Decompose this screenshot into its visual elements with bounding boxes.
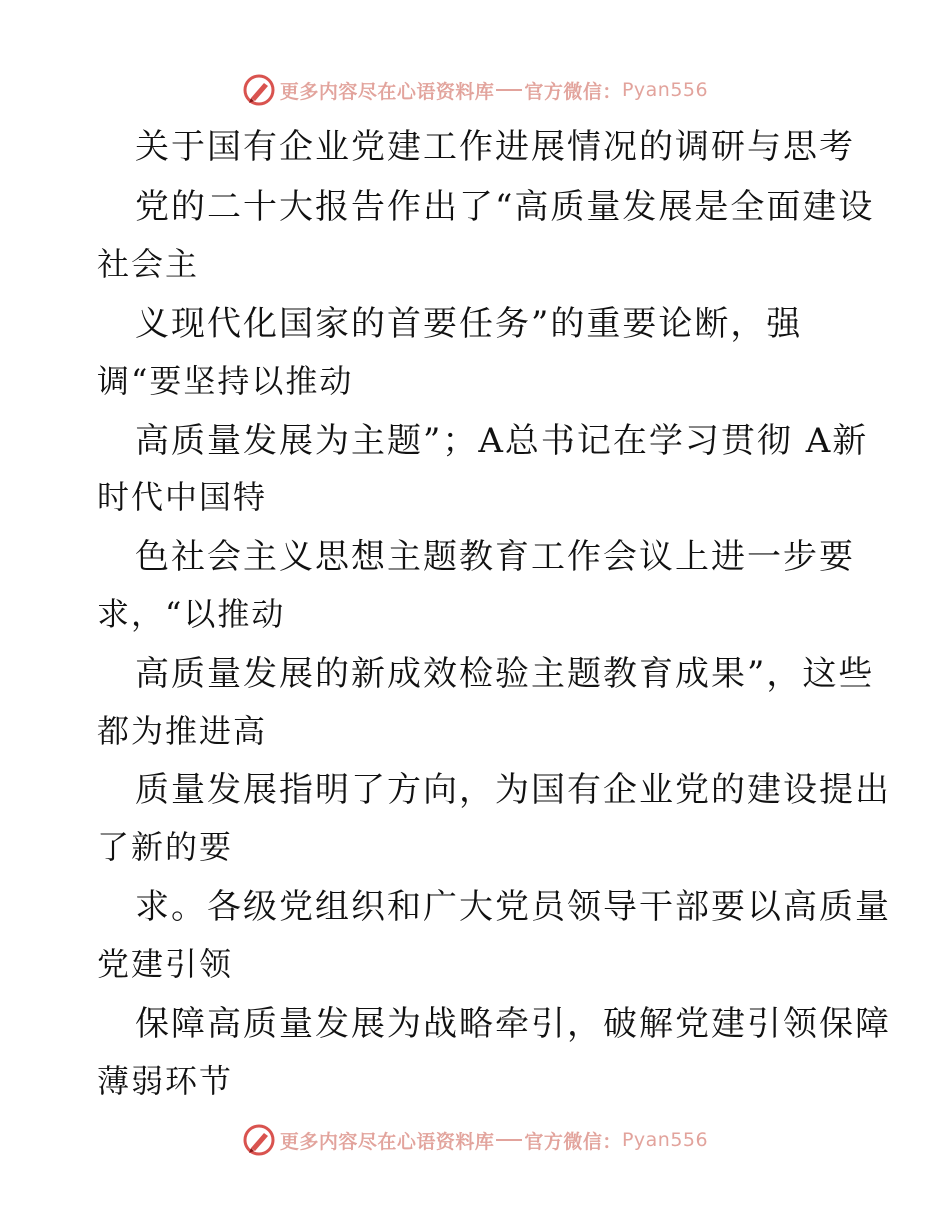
paragraph-line: 义现代化国家的首要任务”的重要论断，强 <box>135 304 803 344</box>
paragraph-line: 色社会主义思想主题教育工作会议上进一步要 <box>135 537 855 577</box>
header-banner-divider <box>496 89 522 91</box>
paragraph-line: 了新的要 <box>97 828 234 866</box>
paragraph-line: 高质量发展为主题”；A总书记在学习贯彻 A新 <box>135 421 869 461</box>
pen-logo-icon <box>242 73 276 107</box>
paragraph-line: 党的二十大报告作出了“高质量发展是全面建设 <box>135 187 875 227</box>
header-banner-text: 更多内容尽在心语资料库 <box>279 80 495 103</box>
footer-banner <box>0 1120 950 1160</box>
paragraph-line: 都为推进高 <box>97 712 268 750</box>
paragraph-line: 求。各级党组织和广大党员领导干部要以高质量 <box>135 887 891 927</box>
paragraph-line: 社会主 <box>97 245 200 283</box>
header-wechat-label: 官方微信： <box>524 80 622 103</box>
paragraph-line: 质量发展指明了方向，为国有企业党的建设提出 <box>135 770 891 810</box>
header-wechat-id: Pyan556 <box>621 79 709 101</box>
footer-wechat-label: 官方微信： <box>524 1130 622 1153</box>
paragraph-line: 薄弱环节 <box>97 1062 234 1100</box>
paragraph-line: 求，“以推动 <box>97 595 286 633</box>
document-title: 关于国有企业党建工作进展情况的调研与思考 <box>135 127 855 167</box>
footer-wechat-id: Pyan556 <box>621 1129 709 1151</box>
paragraph-line: 党建引领 <box>97 945 234 983</box>
footer-banner-text: 更多内容尽在心语资料库 <box>279 1130 495 1153</box>
paragraph-line: 调“要坚持以推动 <box>97 362 354 400</box>
header-banner <box>0 70 950 110</box>
footer-banner-divider <box>496 1139 522 1141</box>
pen-logo-icon <box>242 1123 276 1157</box>
paragraph-line: 时代中国特 <box>97 478 268 516</box>
paragraph-line: 高质量发展的新成效检验主题教育成果”，这些 <box>135 654 875 694</box>
paragraph-line: 保障高质量发展为战略牵引，破解党建引领保障 <box>135 1004 891 1044</box>
